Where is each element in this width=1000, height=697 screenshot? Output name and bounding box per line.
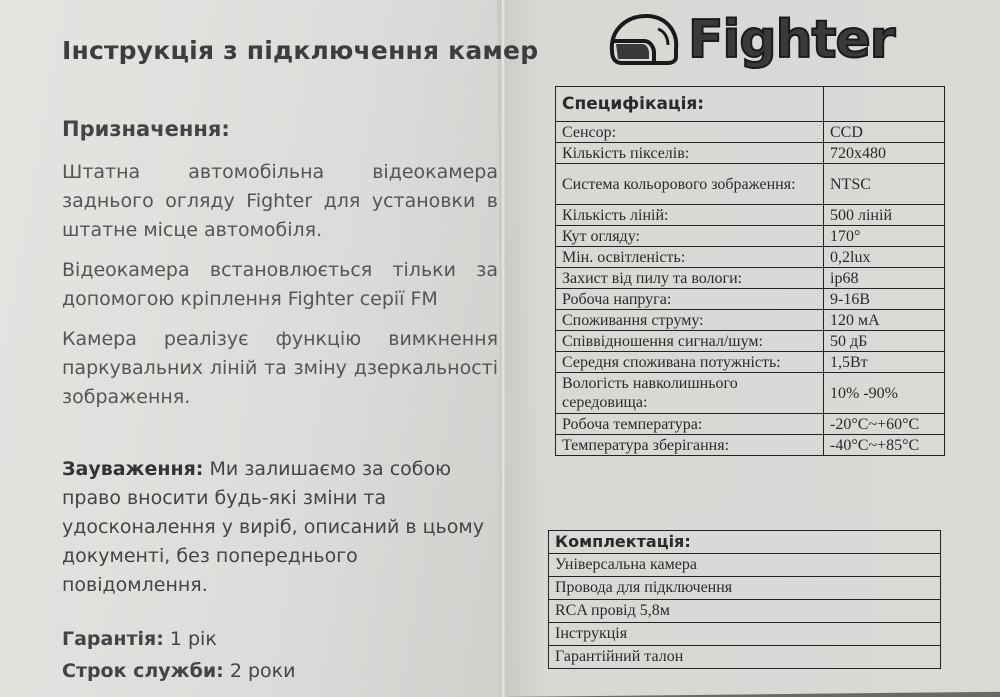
spec-value: 500 ліній xyxy=(824,205,945,226)
spec-value: 120 мА xyxy=(824,310,945,331)
spec-row xyxy=(556,373,945,414)
brand-logo xyxy=(604,10,894,70)
purpose-paragraph-2: Відеокамера встановлюється тільки за допомогою кріплення Fighter серії FM xyxy=(62,259,498,310)
spec-name: Кут огляду: xyxy=(556,226,824,247)
spec-name: Захист від пилу та вологи: xyxy=(556,268,824,289)
spec-name: Мін. освітленість: xyxy=(556,247,824,268)
spec-row xyxy=(556,352,945,373)
kit-item xyxy=(549,554,941,577)
kit-item-label: RCA провід 5,8м xyxy=(549,600,941,623)
kit-item xyxy=(549,623,941,646)
warranty-value: 1 рік xyxy=(163,628,217,650)
purpose-paragraph-3: Камера реалізує функцію вимкнення паркувальних ліній та зміну дзеркальності зображення. xyxy=(62,328,498,408)
spec-name: Робоча напруга: xyxy=(556,289,824,310)
note-text: Ми залишаємо за собою право вносити будь-які зміни та удосконалення у виріб, описаний в цьому документі, без попереднього повідомлення. xyxy=(62,458,484,596)
kit-item xyxy=(549,646,941,669)
lifetime-label: Строк служби: xyxy=(62,660,224,682)
note-block xyxy=(62,455,502,600)
spec-name: Сенсор: xyxy=(556,122,824,143)
note-label: Зауваження: xyxy=(62,458,204,480)
kit-header-row xyxy=(549,531,941,554)
spec-name: Система кольорового зображення: xyxy=(556,164,824,205)
spec-row xyxy=(556,205,945,226)
helmet-icon xyxy=(604,11,682,69)
package-contents-table xyxy=(548,530,941,669)
spec-name: Кількість пікселів: xyxy=(556,143,824,164)
lifetime-value: 2 роки xyxy=(223,660,296,682)
kit-item-label: Універсальна камера xyxy=(549,554,941,577)
specification-table xyxy=(555,86,945,456)
spec-value: 50 дБ xyxy=(824,331,945,352)
warranty-label: Гарантія: xyxy=(62,628,164,650)
spec-value: 0,2lux xyxy=(824,247,945,268)
spec-name: Споживання струму: xyxy=(556,310,824,331)
purpose-paragraph-1: Штатна автомобільна відеокамера заднього огляду Fighter для установки в штатне місце автомобіля. xyxy=(62,161,498,241)
spec-value: 720x480 xyxy=(824,143,945,164)
spec-row xyxy=(556,435,945,456)
spec-header-row xyxy=(556,87,945,122)
spec-row xyxy=(556,414,945,435)
spec-name: Середня споживана потужність: xyxy=(556,352,824,373)
spec-row xyxy=(556,268,945,289)
kit-item-label: Інструкція xyxy=(549,623,941,646)
spec-name: Кількість ліній: xyxy=(556,205,824,226)
spec-header: Специфікація: xyxy=(556,87,824,122)
spec-value: 170° xyxy=(824,226,945,247)
spec-row xyxy=(556,143,945,164)
spec-value: -20°C~+60°C xyxy=(824,414,945,435)
warranty-line xyxy=(62,628,217,650)
spec-value: 1,5Вт xyxy=(824,352,945,373)
spec-name: Вологість навколишнього середовища: xyxy=(556,373,824,414)
kit-item-label: Гарантійний талон xyxy=(549,646,941,669)
spec-value: 10% -90% xyxy=(824,373,945,414)
spec-row xyxy=(556,122,945,143)
purpose-heading: Призначення: xyxy=(62,117,230,141)
kit-item-label: Провода для підключення xyxy=(549,577,941,600)
spec-row xyxy=(556,310,945,331)
spec-row xyxy=(556,247,945,268)
spec-row xyxy=(556,289,945,310)
kit-item xyxy=(549,600,941,623)
document-title: Інструкція з підключення камер xyxy=(62,36,539,65)
spec-name: Співвідношення сигнал/шум: xyxy=(556,331,824,352)
spec-value: CCD xyxy=(824,122,945,143)
spec-row xyxy=(556,164,945,205)
kit-header: Комплектація: xyxy=(549,531,941,554)
spec-row xyxy=(556,331,945,352)
kit-item xyxy=(549,577,941,600)
spec-name: Температура зберігання: xyxy=(556,435,824,456)
spec-value: NTSC xyxy=(824,164,945,205)
spec-value: -40°C~+85°C xyxy=(824,435,945,456)
brand-name: Fighter xyxy=(688,10,895,70)
lifetime-line xyxy=(62,660,295,682)
spec-name: Робоча температура: xyxy=(556,414,824,435)
spec-value: 9-16В xyxy=(824,289,945,310)
spec-row xyxy=(556,226,945,247)
spec-value: ip68 xyxy=(824,268,945,289)
